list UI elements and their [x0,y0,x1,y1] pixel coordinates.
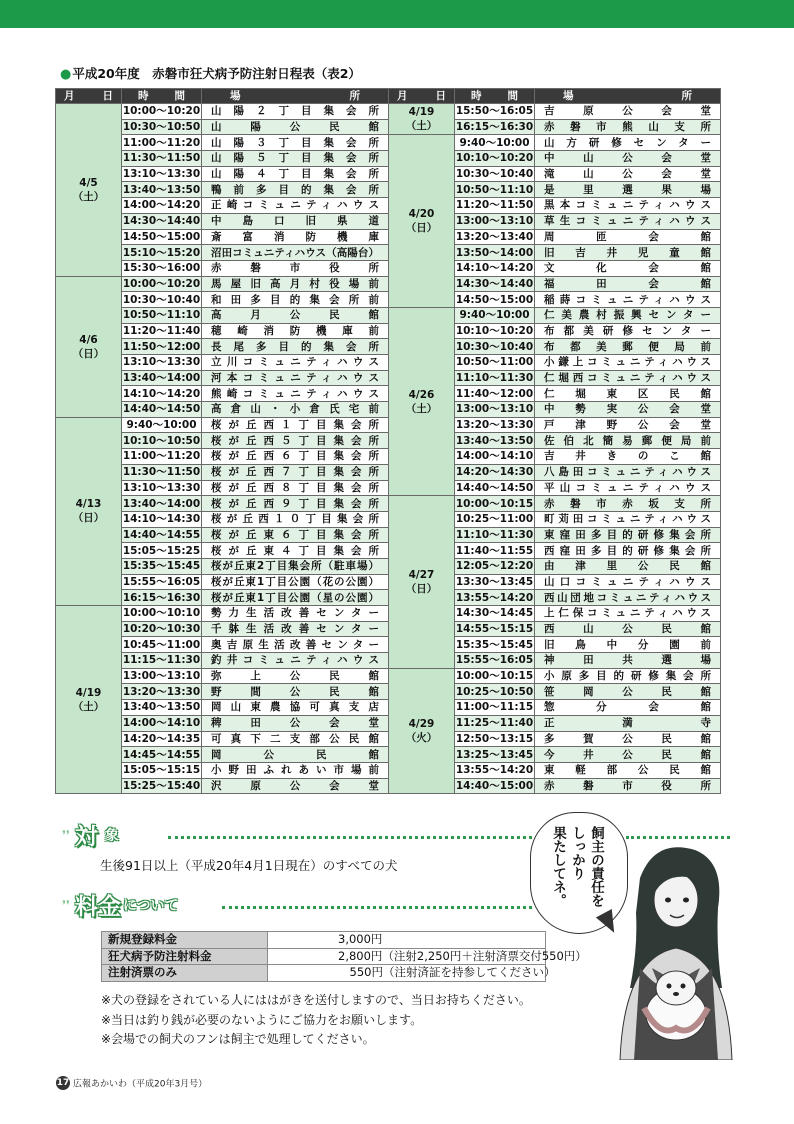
table-row [56,339,721,355]
table-row [56,276,721,292]
table-row [56,543,721,559]
table-row [56,511,721,527]
place-cell: 桜が丘東６丁目集会所 [202,527,389,543]
time-cell: 11:40～12:00 [455,387,534,400]
fee-label: 狂犬病予防注射料金 [102,948,268,965]
place-cell: 旧吉井児童館 [535,245,721,261]
time-cell: 11:25～11:40 [455,717,534,730]
table-row [56,653,721,669]
table-row [56,307,721,323]
place-cell: 立川コミュニティハウス [202,355,389,371]
table-row [56,747,721,763]
table-row [56,135,721,151]
date-cell: 4/19 （土） [389,104,455,135]
place-cell: 釣井コミュニティハウス [202,653,389,669]
place-cell: 桜が丘西９丁目集会所 [202,496,389,512]
time-cell: 14:00～14:10 [455,450,534,463]
time-cell: 11:00～11:15 [455,701,534,714]
time-cell: 13:40～14:00 [122,372,201,385]
date-cell: 4/13 （日） [56,417,122,605]
place-cell: 稲蒔コミュニティハウス [535,292,721,308]
place-cell: 惣分会館 [535,700,721,716]
place-cell: 旧鳥中分園前 [535,637,721,653]
date-cell: 4/5 （土） [56,104,122,277]
place-cell: 弥上公民館 [202,668,389,684]
place-cell: 山陽４丁目集会所 [202,166,389,182]
place-cell: 仁美農村振興センター [535,307,721,323]
place-cell: 赤磐市役所 [535,778,721,794]
time-cell: 10:20～10:30 [122,623,201,636]
table-row [56,449,721,465]
place-cell: 穂崎消防機庫前 [202,323,389,339]
table-row [56,637,721,653]
place-cell: 小野田ふれあい市場前 [202,762,389,778]
place-cell: 西山公民館 [535,621,721,637]
time-cell: 10:10～10:20 [455,324,534,337]
place-cell: 文化会館 [535,260,721,276]
place-cell: 高倉山・小倉氏宅前 [202,402,389,418]
place-cell: 周匝会館 [535,229,721,245]
fees-heading [62,888,179,921]
fee-label: 注射済票のみ [102,965,268,982]
time-cell: 14:50～15:00 [455,293,534,306]
time-cell: 12:05～12:20 [455,560,534,573]
place-cell: 小鎌上コミュニティハウス [535,355,721,371]
place-cell: 草生コミュニティハウス [535,213,721,229]
date-cell: 4/29 （火） [389,668,455,794]
place-cell: 是里選果場 [535,182,721,198]
table-row [56,606,721,622]
time-cell: 13:00～13:10 [455,403,534,416]
place-cell: 桜が丘西１０丁目集会所 [202,511,389,527]
note-item: ※犬の登録をされている人にははがきを送付しますので、当日お持ちください。 [101,993,531,1007]
place-cell: 桜が丘東2丁目集会所（駐車場） [202,558,389,574]
table-row [56,527,721,543]
notes [101,991,531,1050]
time-cell: 14:55～15:15 [455,623,534,636]
footer [56,1076,207,1090]
place-cell: 馬屋旧高月村役場前 [202,276,389,292]
place-cell: 河本コミュニティハウス [202,370,389,386]
place-cell: 斎富消防機庫 [202,229,389,245]
bullet-dot-icon: ● [60,67,72,82]
target-heading-small: 象 [104,827,119,844]
time-cell: 13:40～13:50 [455,434,534,447]
table-row [56,731,721,747]
header-date-left: 月 日 [56,89,122,104]
time-cell: 10:30～10:50 [122,121,201,134]
header-time-left: 時 間 [122,89,202,104]
time-cell: 11:20～11:50 [455,199,534,212]
place-cell: 赤磐市役所 [202,260,389,276]
date-cell: 4/26 （土） [389,307,455,495]
table-row [56,496,721,512]
time-cell: 13:10～13:30 [122,356,201,369]
table-row [56,480,721,496]
time-cell: 13:10～13:30 [122,481,201,494]
place-cell: 吉原公会堂 [535,104,721,120]
place-cell: 東窪田多目的研修集会所 [535,527,721,543]
place-cell: 桜が丘東４丁目集会所 [202,543,389,559]
place-cell: 山陽２丁目集会所 [202,104,389,120]
time-cell: 11:40～11:55 [455,544,534,557]
table-row [56,198,721,214]
place-cell: 沼田コミュニティハウス（高陽台） [202,245,389,261]
target-text: 生後91日以上（平成20年4月1日現在）のすべての犬 [100,858,398,873]
header-place-left: 場 所 [202,89,389,104]
place-cell: 平山コミュニティハウス [535,480,721,496]
place-cell: 桜が丘西１丁目集会所 [202,417,389,433]
table-row [56,558,721,574]
place-cell: 布都美郵便局前 [535,339,721,355]
place-cell: 布都美研修センター [535,323,721,339]
place-cell: 桜が丘東1丁目公園（星の公園） [202,590,389,606]
place-cell: 岡山東農協可真支店 [202,700,389,716]
table-row [56,700,721,716]
time-cell: 13:40～14:00 [122,497,201,510]
note-item: ※当日は釣り銭が必要のないようにご協力をお願いします。 [101,1012,423,1027]
paw-deco-icon-2: ❜❜ [62,897,70,912]
fee-value: 550円（注射済証を持参してください） [268,965,546,982]
time-cell: 10:30～10:40 [455,168,534,181]
table-row [56,684,721,700]
place-cell: 正崎コミュニティハウス [202,198,389,214]
table-row [56,762,721,778]
place-cell: 勢力生活改善センター [202,606,389,622]
place-cell: 鴨前多目的集会所 [202,182,389,198]
time-cell: 15:55～16:05 [122,575,201,588]
fees-table [101,931,587,982]
time-cell: 9:40～10:00 [455,135,535,151]
time-cell: 10:00～10:20 [122,277,201,290]
table-row [56,229,721,245]
time-cell: 10:50～11:10 [122,309,201,322]
place-cell: 山陽３丁目集会所 [202,135,389,151]
time-cell: 15:10～15:20 [122,246,201,259]
place-cell: 岡公民館 [202,747,389,763]
place-cell: 仁堀東区民館 [535,386,721,402]
place-cell: 長尾多目的集会所 [202,339,389,355]
time-cell: 13:55～14:20 [455,591,534,604]
time-cell: 14:45～14:55 [122,748,201,761]
time-cell: 16:15～16:30 [122,591,201,604]
place-cell: 赤磐市熊山支所 [535,119,721,135]
place-cell: 山陽公民館 [202,119,389,135]
time-cell: 14:30～14:40 [122,215,201,228]
fees-dotted-rule [222,906,532,909]
time-cell: 14:20～14:35 [122,732,201,745]
place-cell: 由津里公民館 [535,558,721,574]
time-cell: 10:30～10:40 [455,340,534,353]
place-cell: 稗田公会堂 [202,715,389,731]
time-cell: 10:10～10:50 [122,434,201,447]
place-cell: 福田会館 [535,276,721,292]
table-row [56,260,721,276]
place-cell: 町苅田コミュニティハウス [535,511,721,527]
place-cell: 山陽５丁目集会所 [202,151,389,167]
time-cell: 10:00～10:10 [122,607,201,620]
place-cell: 滝山公会堂 [535,166,721,182]
table-row [56,355,721,371]
paw-deco-icon: ❜❜ [62,827,70,842]
time-cell: 10:25～11:00 [455,513,534,526]
place-cell: 熊崎コミュニティハウス [202,386,389,402]
place-cell: 神田共選場 [535,653,721,669]
table-row [56,323,721,339]
time-cell: 11:50～12:00 [122,340,201,353]
time-cell: 14:40～14:55 [122,528,201,541]
table-row [56,370,721,386]
place-cell: 今井公民館 [535,747,721,763]
table-row [56,621,721,637]
place-cell: 笹岡公民館 [535,684,721,700]
time-cell: 15:05～15:25 [122,544,201,557]
table-row [56,166,721,182]
time-cell: 15:25～15:40 [122,779,201,792]
place-cell: 戸津野公会堂 [535,417,721,433]
fee-row [102,932,546,949]
time-cell: 14:50～15:00 [122,230,201,243]
header-place-right: 場 所 [535,89,721,104]
place-cell: 佐伯北簡易郵便局前 [535,433,721,449]
speech-bubble-text: 飼主の責任を しっかり 果たしてネ。 [550,826,604,907]
time-cell: 9:40～10:00 [455,307,535,323]
table-row [56,151,721,167]
title-text: 平成20年度 赤磐市狂犬病予防注射日程表（表2） [72,66,361,81]
target-heading [62,818,119,851]
target-heading-big: 対 [74,824,98,850]
place-cell: 中勢実公会堂 [535,402,721,418]
time-cell: 15:50～16:05 [455,105,534,118]
time-cell: 10:00～10:20 [122,105,201,118]
table-row [56,433,721,449]
time-cell: 9:40～10:00 [122,417,202,433]
place-cell: 沢原公会堂 [202,778,389,794]
time-cell: 14:40～14:50 [122,403,201,416]
time-cell: 14:40～15:00 [455,779,534,792]
time-cell: 10:00～10:15 [455,497,534,510]
place-cell: 東軽部公民館 [535,762,721,778]
place-cell: 桜が丘西５丁目集会所 [202,433,389,449]
time-cell: 14:30～14:45 [455,607,534,620]
date-cell: 4/27 （日） [389,496,455,669]
fee-value: 3,000円 [268,932,546,949]
time-cell: 15:05～15:15 [122,764,201,777]
time-cell: 11:10～11:30 [455,528,534,541]
time-cell: 14:20～14:30 [455,466,534,479]
fee-row [102,965,546,982]
time-cell: 10:00～10:15 [455,670,534,683]
time-cell: 13:50～14:00 [455,246,534,259]
fee-value: 2,800円（注射2,250円＋注射済票交付550円） [268,948,546,965]
time-cell: 13:00～13:10 [122,670,201,683]
place-cell: 西山団地コミュニティハウス [535,590,721,606]
time-cell: 11:00～11:20 [122,136,201,149]
page-title [60,64,361,82]
publication-name: 広報あかいわ（平成20年3月号） [73,1079,208,1090]
fee-row [102,948,546,965]
place-cell: 黒本コミュニティハウス [535,198,721,214]
time-cell: 13:20～13:30 [122,685,201,698]
time-cell: 10:30～10:40 [122,293,201,306]
table-row [56,245,721,261]
time-cell: 11:30～11:50 [122,466,201,479]
time-cell: 11:30～11:50 [122,152,201,165]
time-cell: 11:20～11:40 [122,324,201,337]
place-cell: 千躰生活改善センター [202,621,389,637]
target-dotted-rule [168,836,532,839]
place-cell: 正満寺 [535,715,721,731]
place-cell: 多賀公民館 [535,731,721,747]
table-row [56,182,721,198]
time-cell: 13:55～14:20 [455,764,534,777]
place-cell: 山口コミュニティハウス [535,574,721,590]
place-cell: 桜が丘西８丁目集会所 [202,480,389,496]
time-cell: 13:00～13:10 [455,215,534,228]
time-cell: 11:00～11:20 [122,450,201,463]
time-cell: 15:35～15:45 [122,560,201,573]
table-row [56,668,721,684]
page-number: 17 [56,1078,70,1088]
time-cell: 14:30～14:40 [455,277,534,290]
time-cell: 10:10～10:20 [455,152,534,165]
time-cell: 11:15～11:30 [122,654,201,667]
place-cell: 中島口旧県道 [202,213,389,229]
time-cell: 13:20～13:30 [455,419,534,432]
place-cell: 桜が丘西６丁目集会所 [202,449,389,465]
table-row [56,292,721,308]
time-cell: 14:10～14:20 [455,262,534,275]
time-cell: 13:10～13:30 [122,168,201,181]
place-cell: 赤磐市赤坂支所 [535,496,721,512]
place-cell: 野間公民館 [202,684,389,700]
time-cell: 10:50～11:00 [455,356,534,369]
time-cell: 10:50～11:10 [455,183,534,196]
time-cell: 13:25～13:45 [455,748,534,761]
time-cell: 13:40～13:50 [122,701,201,714]
time-cell: 14:10～14:20 [122,387,201,400]
time-cell: 12:50～13:15 [455,732,534,745]
place-cell: 八島田コミュニティハウス [535,464,721,480]
table-row [56,715,721,731]
table-row [56,590,721,606]
table-row [56,402,721,418]
place-cell: 中山公会堂 [535,151,721,167]
place-cell: 西窪田多目的研修集会所 [535,543,721,559]
table-row [56,104,721,120]
woman-with-dog-illustration [600,838,740,1060]
table-row [56,119,721,135]
time-cell: 15:30～16:00 [122,262,201,275]
place-cell: 可真下二支部公民館 [202,731,389,747]
date-cell: 4/19 （土） [56,606,122,794]
place-cell: 小原多目的研修集会所 [535,668,721,684]
time-cell: 15:35～15:45 [455,638,534,651]
time-cell: 14:00～14:20 [122,199,201,212]
time-cell: 14:40～14:50 [455,481,534,494]
top-green-bar [0,0,794,28]
schedule-table [55,88,721,794]
table-row [56,386,721,402]
table-row [56,417,721,433]
time-cell: 13:20～13:40 [455,230,534,243]
table-row [56,778,721,794]
time-cell: 10:25～10:50 [455,685,534,698]
time-cell: 13:40～13:50 [122,183,201,196]
place-cell: 吉井きのこ館 [535,449,721,465]
time-cell: 15:55～16:05 [455,654,534,667]
place-cell: 山方研修センター [535,135,721,151]
header-time-right: 時 間 [455,89,535,104]
place-cell: 和田多目的集会所前 [202,292,389,308]
place-cell: 奥吉原生活改善センター [202,637,389,653]
place-cell: 仁堀西コミュニティハウス [535,370,721,386]
time-cell: 11:10～11:30 [455,372,534,385]
place-cell: 上仁保コミュニティハウス [535,606,721,622]
date-cell: 4/6 （日） [56,276,122,417]
time-cell: 10:45～11:00 [122,638,201,651]
time-cell: 14:00～14:10 [122,717,201,730]
fee-label: 新規登録料金 [102,932,268,949]
table-row [56,574,721,590]
time-cell: 13:30～13:45 [455,575,534,588]
fees-heading-small: について [122,897,179,914]
place-cell: 桜が丘東1丁目公園（花の公園） [202,574,389,590]
table-row [56,213,721,229]
time-cell: 14:10～14:30 [122,513,201,526]
place-cell: 桜が丘西７丁目集会所 [202,464,389,480]
time-cell: 16:15～16:30 [455,121,534,134]
fees-heading-big: 料金 [74,894,121,920]
date-cell: 4/20 （日） [389,135,455,308]
note-item: ※会場での飼犬のフンは飼主で処理してください。 [101,1032,375,1046]
table-row [56,464,721,480]
table-header-row [56,89,721,104]
header-date-right: 月 日 [389,89,455,104]
place-cell: 高月公民館 [202,307,389,323]
